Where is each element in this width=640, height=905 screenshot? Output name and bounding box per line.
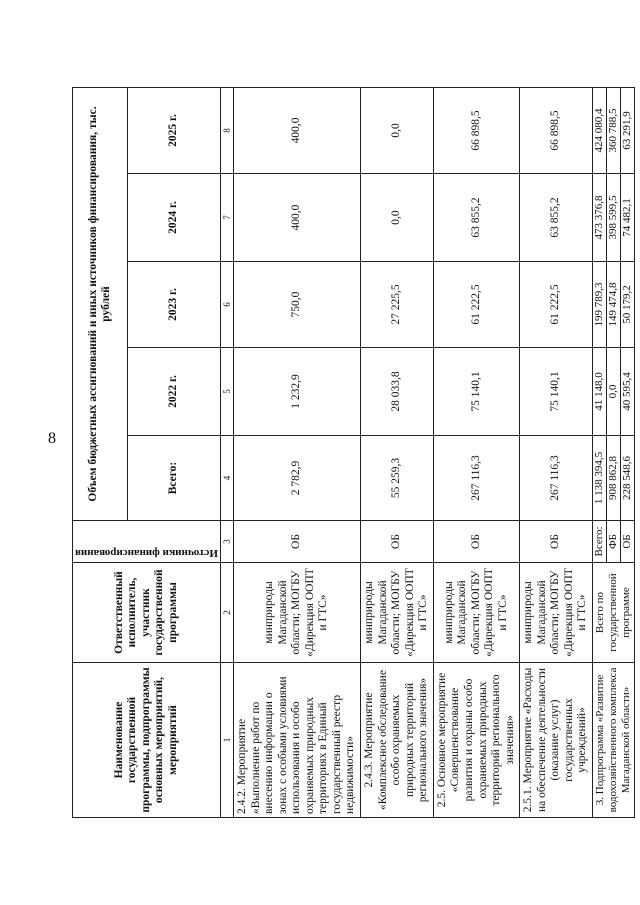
row-value: 27 225,5 xyxy=(361,262,434,348)
header-year-2024: 2024 г. xyxy=(128,174,221,262)
row-executor: минприроды Магаданской области; МОГБУ «Дирекция ООПТ и ГТС» xyxy=(520,563,593,663)
subprogram-source: ФБ xyxy=(607,521,621,563)
column-number-row xyxy=(220,87,233,817)
row-value: 55 259,3 xyxy=(361,436,434,521)
rotated-table-frame xyxy=(72,88,634,818)
subprogram-row-total xyxy=(593,87,607,817)
header-year-2022: 2022 г. xyxy=(128,348,221,436)
row-source: ОБ xyxy=(361,521,434,563)
subprogram-executor: Всего по государственной программе xyxy=(593,563,635,663)
subprogram-value: 199 789,3 xyxy=(593,262,607,348)
header-year-total: Всего: xyxy=(128,436,221,521)
row-value: 66 898,5 xyxy=(433,87,519,173)
header-name: Наименование государственной программы, подпрограммы основных мероприятий, мероприятий xyxy=(73,663,221,818)
subprogram-value: 41 148,0 xyxy=(593,348,607,436)
header-year-2023: 2023 г. xyxy=(128,262,221,348)
row-value: 75 140,1 xyxy=(433,348,519,436)
row-executor: минприроды Магаданской области; МОГБУ «Дирекция ООПТ и ГТС» xyxy=(361,563,434,663)
row-value: 267 116,3 xyxy=(433,436,519,521)
col-number: 7 xyxy=(220,174,233,262)
subprogram-value: 908 862,8 xyxy=(607,436,621,521)
financing-table xyxy=(72,87,635,818)
header-executor: Ответственный исполнитель, участник государственной программы xyxy=(73,563,221,663)
table-row xyxy=(361,87,434,817)
subprogram-value: 74 482,1 xyxy=(621,174,635,262)
col-number: 4 xyxy=(220,436,233,521)
header-group: Объем бюджетных ассигнований и иных источников финансирования, тыс. рублей xyxy=(73,87,128,520)
row-value: 0,0 xyxy=(361,87,434,173)
row-value: 63 855,2 xyxy=(433,174,519,262)
header-source xyxy=(73,521,221,563)
subprogram-value: 473 376,8 xyxy=(593,174,607,262)
subprogram-value: 1 138 394,5 xyxy=(593,436,607,521)
subprogram-name: 3. Подпрограмма «Развитие водохозяйственного комплекса Магаданской области» xyxy=(593,663,635,818)
subprogram-value: 63 291,9 xyxy=(621,87,635,173)
subprogram-source: ОБ xyxy=(621,521,635,563)
row-name: 2.5.1. Мероприятие «Расходы на обеспечение деятельности (оказание услуг) государственных учреждений» xyxy=(520,663,593,818)
row-executor: минприроды Магаданской области; МОГБУ «Дирекция ООПТ и ГТС» xyxy=(433,563,519,663)
row-value: 63 855,2 xyxy=(520,174,593,262)
row-name: 2.4.3. Мероприятие «Комплексное обследование особо охраняемых природных территорий регионального значения» xyxy=(361,663,434,818)
row-value: 61 222,5 xyxy=(520,262,593,348)
col-number: 8 xyxy=(220,87,233,173)
col-number: 1 xyxy=(220,663,233,818)
subprogram-value: 398 599,5 xyxy=(607,174,621,262)
subprogram-value: 50 179,2 xyxy=(621,262,635,348)
row-value: 61 222,5 xyxy=(433,262,519,348)
subprogram-value: 424 080,4 xyxy=(593,87,607,173)
table-row xyxy=(520,87,593,817)
col-number: 3 xyxy=(220,521,233,563)
row-value: 28 033,8 xyxy=(361,348,434,436)
row-source: ОБ xyxy=(433,521,519,563)
subprogram-source: Всего: xyxy=(593,521,607,563)
row-value: 267 116,3 xyxy=(520,436,593,521)
header-year-2025: 2025 г. xyxy=(128,87,221,173)
row-name: 2.5. Основное мероприятие «Совершенствование развития и охраны особо охраняемых природных территорий регионального значения» xyxy=(433,663,519,818)
table-row xyxy=(433,87,519,817)
subprogram-value: 40 595,4 xyxy=(621,348,635,436)
subprogram-value: 149 474,8 xyxy=(607,262,621,348)
row-source: ОБ xyxy=(233,521,360,563)
col-number: 6 xyxy=(220,262,233,348)
subprogram-value: 360 788,5 xyxy=(607,87,621,173)
table-row xyxy=(233,87,360,817)
row-source: ОБ xyxy=(520,521,593,563)
row-value: 400,0 xyxy=(233,87,360,173)
col-number: 2 xyxy=(220,563,233,663)
header-source-text: Источники финансирования xyxy=(75,547,218,559)
col-number: 5 xyxy=(220,348,233,436)
row-value: 0,0 xyxy=(361,174,434,262)
subprogram-value: 0,0 xyxy=(607,348,621,436)
subprogram-value: 228 548,6 xyxy=(621,436,635,521)
row-value: 1 232,9 xyxy=(233,348,360,436)
row-executor: минприроды Магаданской области; МОГБУ «Дирекция ООПТ и ГТС» xyxy=(233,563,360,663)
page-number: 8 xyxy=(48,430,56,447)
row-value: 750,0 xyxy=(233,262,360,348)
row-value: 66 898,5 xyxy=(520,87,593,173)
row-value: 2 782,9 xyxy=(233,436,360,521)
row-value: 400,0 xyxy=(233,174,360,262)
row-value: 75 140,1 xyxy=(520,348,593,436)
row-name: 2.4.2. Мероприятие «Выполнение работ по внесению информации о зонах с особыми условиями использования и особо охраняемых природных территориях в Единый государственный реестр недвижимости» xyxy=(233,663,360,818)
